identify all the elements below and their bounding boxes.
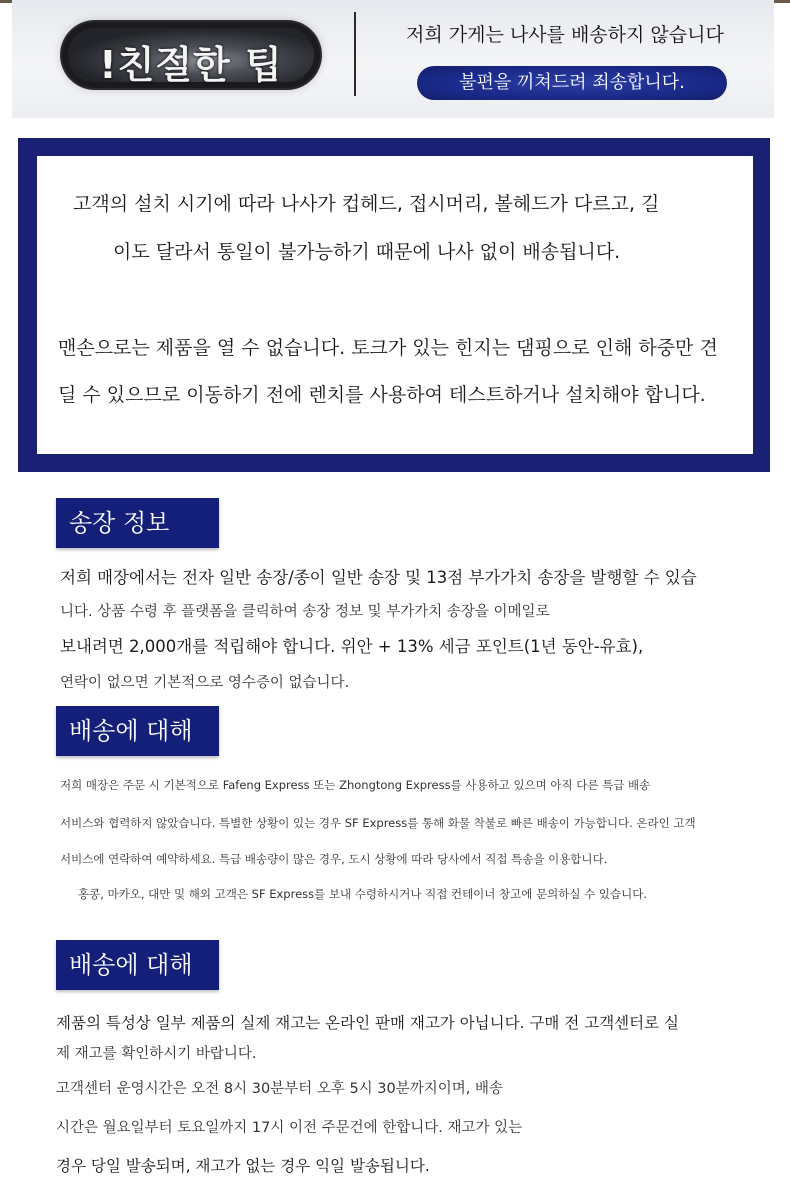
install-notice-line: 맨손으로는 제품을 열 수 없습니다. 토크가 있는 힌지는 댐핑으로 인해 하중만 견 [58,337,718,359]
tip-badge [62,22,320,88]
install-notice-line: 고객의 설치 시기에 따라 나사가 컵헤드, 접시머리, 볼헤드가 다르고, 길 [73,193,660,215]
invoice-heading: 송장 정보 [56,498,219,548]
stock-line: 제품의 특성상 일부 제품의 실제 재고는 온라인 판매 재고가 아닙니다. 구매 전 고객센터로 실 [56,1014,679,1032]
apology-badge: 불편을 끼쳐드려 죄송합니다. [417,66,727,100]
stock-heading: 배송에 대해 [56,940,219,990]
shipping-line: 서비스와 협력하지 않았습니다. 특별한 상황이 있는 경우 SF Express를 통해 화물 착불로 빠른 배송이 가능합니다. 온라인 고객 [60,816,696,830]
tip-title: !친절한 팁 [99,43,283,87]
stock-line: 고객센터 운영시간은 오전 8시 30분부터 오후 5시 30분까지이며, 배송 [56,1081,504,1097]
shipping-line: 서비스에 연락하여 예약하세요. 특급 배송량이 많은 경우, 도시 상황에 따라 당사에서 직접 특송을 이용합니다. [60,852,608,866]
install-notice-frame [18,138,770,472]
invoice-line: 니다. 상품 수령 후 플랫폼을 클릭하여 송장 정보 및 부가가치 송장을 이메일로 [60,604,550,620]
invoice-line: 연락이 없으면 기본적으로 영수증이 없습니다. [60,675,350,691]
no-screws-notice: 저희 가게는 나사를 배송하지 않습니다 [406,24,724,46]
banner-divider [354,12,356,96]
shipping-line: 저희 매장은 주문 시 기본적으로 Fafeng Express 또는 Zhongtong Express를 사용하고 있으며 아직 다른 특급 배송 [60,778,651,792]
invoice-line: 저희 매장에서는 전자 일반 송장/종이 일반 송장 및 13점 부가가치 송장을 발행할 수 있습 [60,568,697,587]
stock-line: 제 재고를 확인하시기 바랍니다. [56,1046,257,1062]
install-notice-line: 이도 달라서 통일이 불가능하기 때문에 나사 없이 배송됩니다. [113,241,621,263]
tip-banner [12,0,774,118]
install-notice-panel [37,156,753,454]
shipping-line: 홍콩, 마카오, 대만 및 해외 고객은 SF Express를 보내 수령하시거나 직접 컨테이너 창고에 문의하실 수 있습니다. [78,887,647,901]
invoice-line: 보내려면 2,000개를 적립해야 합니다. 위안 + 13% 세금 포인트(1년 동안-유효), [60,637,644,656]
stock-line: 시간은 월요일부터 토요일까지 17시 이전 주문건에 한합니다. 재고가 있는 [56,1120,523,1136]
install-notice-line: 딜 수 있으므로 이동하기 전에 렌치를 사용하여 테스트하거나 설치해야 합니다. [58,384,706,406]
shipping-heading: 배송에 대해 [56,706,219,756]
stock-line: 경우 당일 발송되며, 재고가 없는 경우 익일 발송됩니다. [56,1157,430,1175]
